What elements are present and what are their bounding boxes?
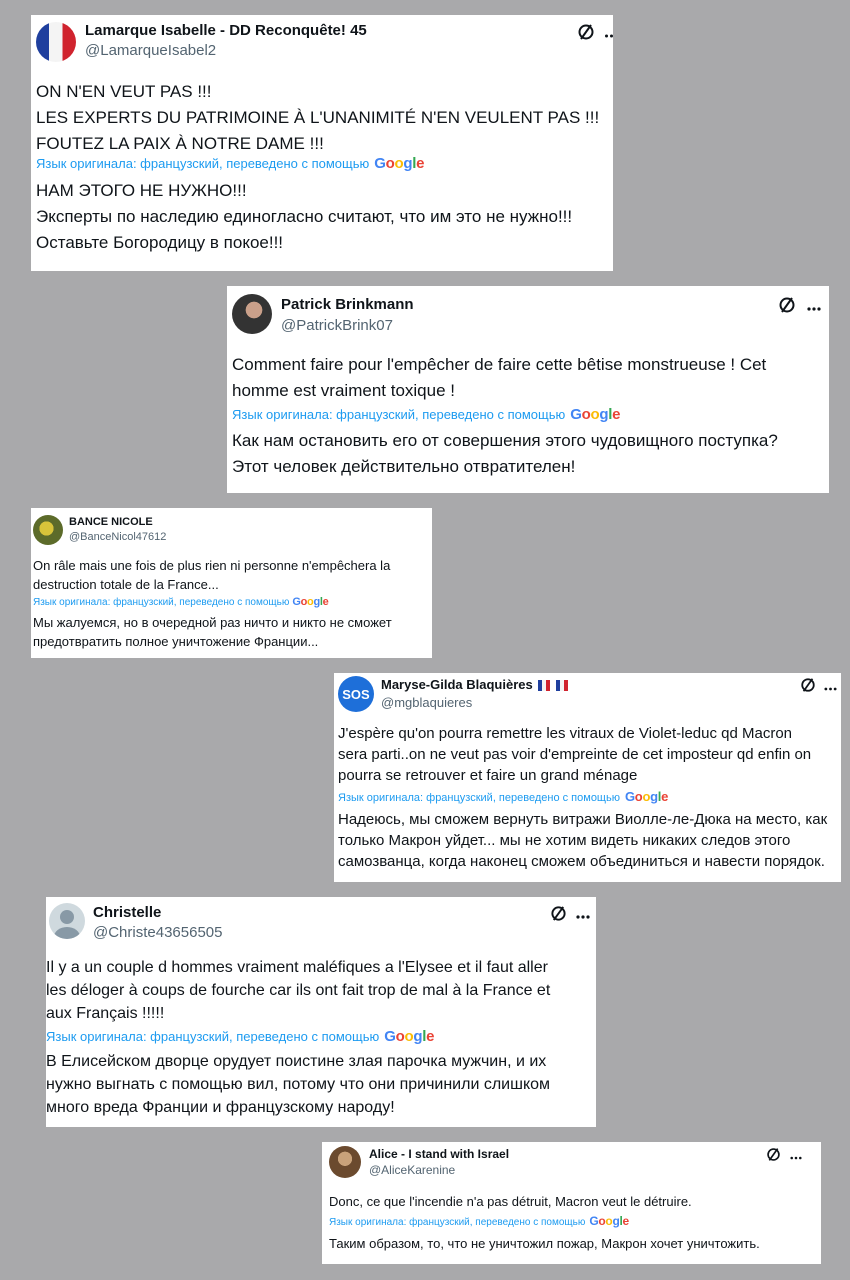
tweet-actions — [766, 1147, 802, 1167]
translated-text: Надеюсь, мы сможем вернуть витражи Виолле-ле-Дюка на место, как только Макрон уйдет... мы не хотим видеть никаких следов этого самозванца, когда наконец сможем объединиться и навести порядок. — [338, 811, 828, 870]
author-handle[interactable]: @BanceNicol47612 — [69, 531, 167, 543]
tweet-text: Comment faire pour l'empêcher de faire cette bêtise monstrueuse ! Cet homme est vraiment toxique ! — [232, 355, 767, 400]
author-name[interactable]: Alice - I stand with Israel — [369, 1147, 510, 1161]
author-name[interactable]: BANCE NICOLE — [69, 516, 153, 528]
author-handle[interactable]: @PatrickBrink07 — [281, 317, 393, 334]
author-handle[interactable]: @mgblaquieres — [381, 695, 473, 710]
author-name[interactable]: Maryse-Gilda Blaquières — [381, 677, 568, 692]
tweet-actions — [577, 23, 613, 46]
author-name[interactable]: Patrick Brinkmann — [281, 296, 414, 313]
google-logo: Google — [384, 1028, 435, 1045]
tweet-text: J'espère qu'on pourra remettre les vitraux de Violet-leduc qd Macron sera parti..on ne veut pas voir d'empreinte de cet imposteur qd enfin on pourra se retrouver et faire un grand ménage — [338, 725, 812, 784]
google-logo: Google — [374, 155, 425, 172]
france-flag-icon — [556, 680, 568, 691]
translation-label: Язык оригинала: французский, переведено с помощью — [232, 407, 566, 422]
author-handle[interactable]: @LamarqueIsabel2 — [85, 42, 217, 59]
avatar[interactable] — [329, 1146, 361, 1178]
more-dots-icon[interactable] — [605, 26, 613, 44]
author-handle[interactable]: @Christe43656505 — [93, 924, 223, 941]
more-dots-icon[interactable] — [790, 1148, 802, 1166]
avatar[interactable] — [49, 903, 85, 939]
tweet-actions — [550, 905, 590, 927]
translated-text: Таким образом, то, что не уничтожил пожар, Макрон хочет уничтожить. — [329, 1236, 760, 1251]
translation-notice[interactable] — [36, 155, 424, 172]
tweet-card[interactable] — [46, 897, 596, 1127]
tweet-text: Il y a un couple d hommes vraiment maléfiques a l'Elysee et il faut aller les déloger à coups de fourche car ils ont fait trop de mal à la France et aux Français !!!!! — [46, 959, 551, 1022]
tweet-text: ON N'EN VEUT PAS !!! LES EXPERTS DU PATRIMOINE À L'UNANIMITÉ N'EN VEULENT PAS !!! FOUTEZ LA PAIX À NOTRE DAME !!! — [36, 82, 600, 153]
google-logo: Google — [624, 789, 668, 804]
tweet-card[interactable] — [227, 286, 829, 493]
france-flag-icon — [538, 680, 550, 691]
more-dots-icon[interactable] — [576, 907, 590, 925]
translation-notice[interactable] — [232, 406, 620, 423]
grok-icon[interactable] — [550, 905, 567, 927]
author-handle[interactable]: @AliceKarenine — [369, 1163, 456, 1177]
grok-icon[interactable] — [778, 296, 796, 319]
translation-label: Язык оригинала: французский, переведено с помощью — [33, 597, 290, 608]
more-dots-icon[interactable] — [824, 679, 837, 697]
tweet-text: Donc, ce que l'incendie n'a pas détruit, Macron veut le détruire. — [329, 1194, 692, 1209]
grok-icon[interactable] — [766, 1147, 781, 1167]
translation-label: Язык оригинала: французский, переведено с помощью — [329, 1217, 586, 1228]
tweet-card[interactable] — [31, 508, 432, 658]
tweet-card[interactable] — [334, 673, 841, 882]
author-name[interactable]: Lamarque Isabelle - DD Reconquête! 45 — [85, 22, 367, 39]
grok-icon[interactable] — [577, 23, 595, 46]
google-logo: Google — [292, 596, 329, 608]
translation-notice[interactable] — [338, 789, 668, 804]
avatar[interactable] — [232, 294, 272, 334]
translated-text: В Елисейском дворце орудует поистине злая парочка мужчин, и их нужно выгнать с помощью вил, потому что они причинили слишком много вреда Франции и французскому народу! — [46, 1053, 551, 1116]
translated-text: Мы жалуемся, но в очередной раз ничто и никто не сможет предотвратить полное уничтожение Франции... — [33, 615, 392, 649]
tweet-actions — [800, 677, 837, 698]
tweet-actions — [778, 296, 821, 319]
translated-text: НАМ ЭТОГО НЕ НУЖНО!!! Эксперты по наследию единогласно считают, что им это не нужно!!! Оставьте Богородицу в покое!!! — [36, 181, 573, 252]
author-name[interactable]: Christelle — [93, 904, 162, 921]
avatar[interactable] — [33, 515, 63, 545]
tweet-card[interactable] — [31, 15, 613, 271]
avatar-text: SOS — [342, 686, 370, 702]
translation-notice[interactable] — [329, 1214, 629, 1228]
tweet-card[interactable] — [322, 1142, 821, 1264]
google-logo: Google — [589, 1214, 629, 1228]
tweet-text: On râle mais une fois de plus rien ni personne n'empêchera la destruction totale de la France... — [33, 558, 391, 592]
avatar[interactable] — [338, 676, 374, 712]
translation-label: Язык оригинала: французский, переведено с помощью — [36, 156, 370, 171]
translation-notice[interactable] — [46, 1028, 434, 1045]
google-logo: Google — [570, 406, 621, 423]
avatar[interactable] — [36, 22, 76, 62]
translation-label: Язык оригинала: французский, переведено с помощью — [46, 1029, 380, 1044]
more-dots-icon[interactable] — [807, 299, 821, 317]
translated-text: Как нам остановить его от совершения этого чудовищного поступка? Этот человек действительно отвратителен! — [232, 431, 778, 476]
translation-label: Язык оригинала: французский, переведено с помощью — [338, 792, 620, 804]
grok-icon[interactable] — [800, 677, 816, 698]
translation-notice[interactable] — [33, 596, 328, 608]
